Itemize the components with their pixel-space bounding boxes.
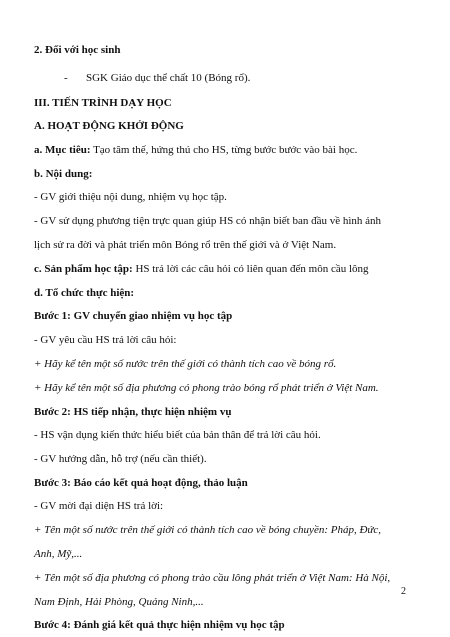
step-3-heading: Bước 3: Báo cáo kết quả hoạt động, thảo luận — [34, 477, 248, 489]
question-line: + Hãy kể tên một số địa phương có phong trào bóng rổ phát triển ở Việt Nam. — [34, 382, 379, 394]
organization-heading: d. Tổ chức thực hiện: — [34, 287, 135, 299]
body-line: - GV sử dụng phương tiện trực quan giúp HS có nhận biết ban đầu về hình ảnh — [34, 215, 382, 227]
question-line: + Hãy kể tên một số nước trên thế giới có thành tích cao về bóng rổ. — [34, 358, 337, 370]
answer-line: + Tên một số địa phương có phong trào cầu lông phát triển ở Việt Nam: Hà Nội, — [34, 572, 391, 584]
body-line: - HS vận dụng kiến thức hiểu biết của bản thân để trả lời câu hỏi. — [34, 429, 321, 441]
objective-label: a. Mục tiêu: — [34, 144, 91, 156]
product-line — [34, 262, 422, 276]
section-heading-warmup: A. HOẠT ĐỘNG KHỞI ĐỘNG — [34, 120, 184, 132]
body-line: lịch sử ra đời và phát triển môn Bóng rổ trên thế giới và ở Việt Nam. — [34, 239, 337, 251]
page-number: 2 — [401, 586, 406, 597]
answer-line: Nam Định, Hải Phòng, Quảng Ninh,... — [34, 596, 204, 608]
step-1-heading: Bước 1: GV chuyển giao nhiệm vụ học tập — [34, 310, 233, 322]
product-label: c. Sản phẩm học tập: — [34, 263, 133, 275]
objective-line — [34, 143, 422, 157]
section-heading-students: 2. Đối với học sinh — [34, 44, 121, 56]
objective-text: Tạo tâm thế, hứng thú cho HS, từng bước bước vào bài học. — [90, 144, 358, 156]
list-dash: - — [64, 72, 68, 84]
product-text: HS trả lời các câu hỏi có liên quan đến môn cầu lông — [132, 263, 369, 275]
body-line: - GV hướng dẫn, hỗ trợ (nếu cần thiết). — [34, 453, 207, 465]
step-2-heading: Bước 2: HS tiếp nhận, thực hiện nhiệm vụ — [34, 406, 232, 418]
list-item-textbook — [64, 71, 250, 85]
body-line: - GV yêu cầu HS trả lời câu hỏi: — [34, 334, 177, 346]
list-item-text: SGK Giáo dục thể chất 10 (Bóng rổ). — [86, 72, 251, 84]
answer-line: Anh, Mỹ,... — [34, 548, 83, 560]
section-heading-process: III. TIẾN TRÌNH DẠY HỌC — [34, 97, 172, 109]
step-4-heading: Bước 4: Đánh giá kết quả thực hiện nhiệm vụ học tập — [34, 619, 285, 631]
answer-line: + Tên một số nước trên thế giới có thành tích cao về bóng chuyền: Pháp, Đức, — [34, 524, 382, 536]
body-line: - GV giới thiệu nội dung, nhiệm vụ học tập. — [34, 191, 227, 203]
content-heading: b. Nội dung: — [34, 168, 93, 180]
body-line: - GV mời đại diện HS trả lời: — [34, 500, 164, 512]
